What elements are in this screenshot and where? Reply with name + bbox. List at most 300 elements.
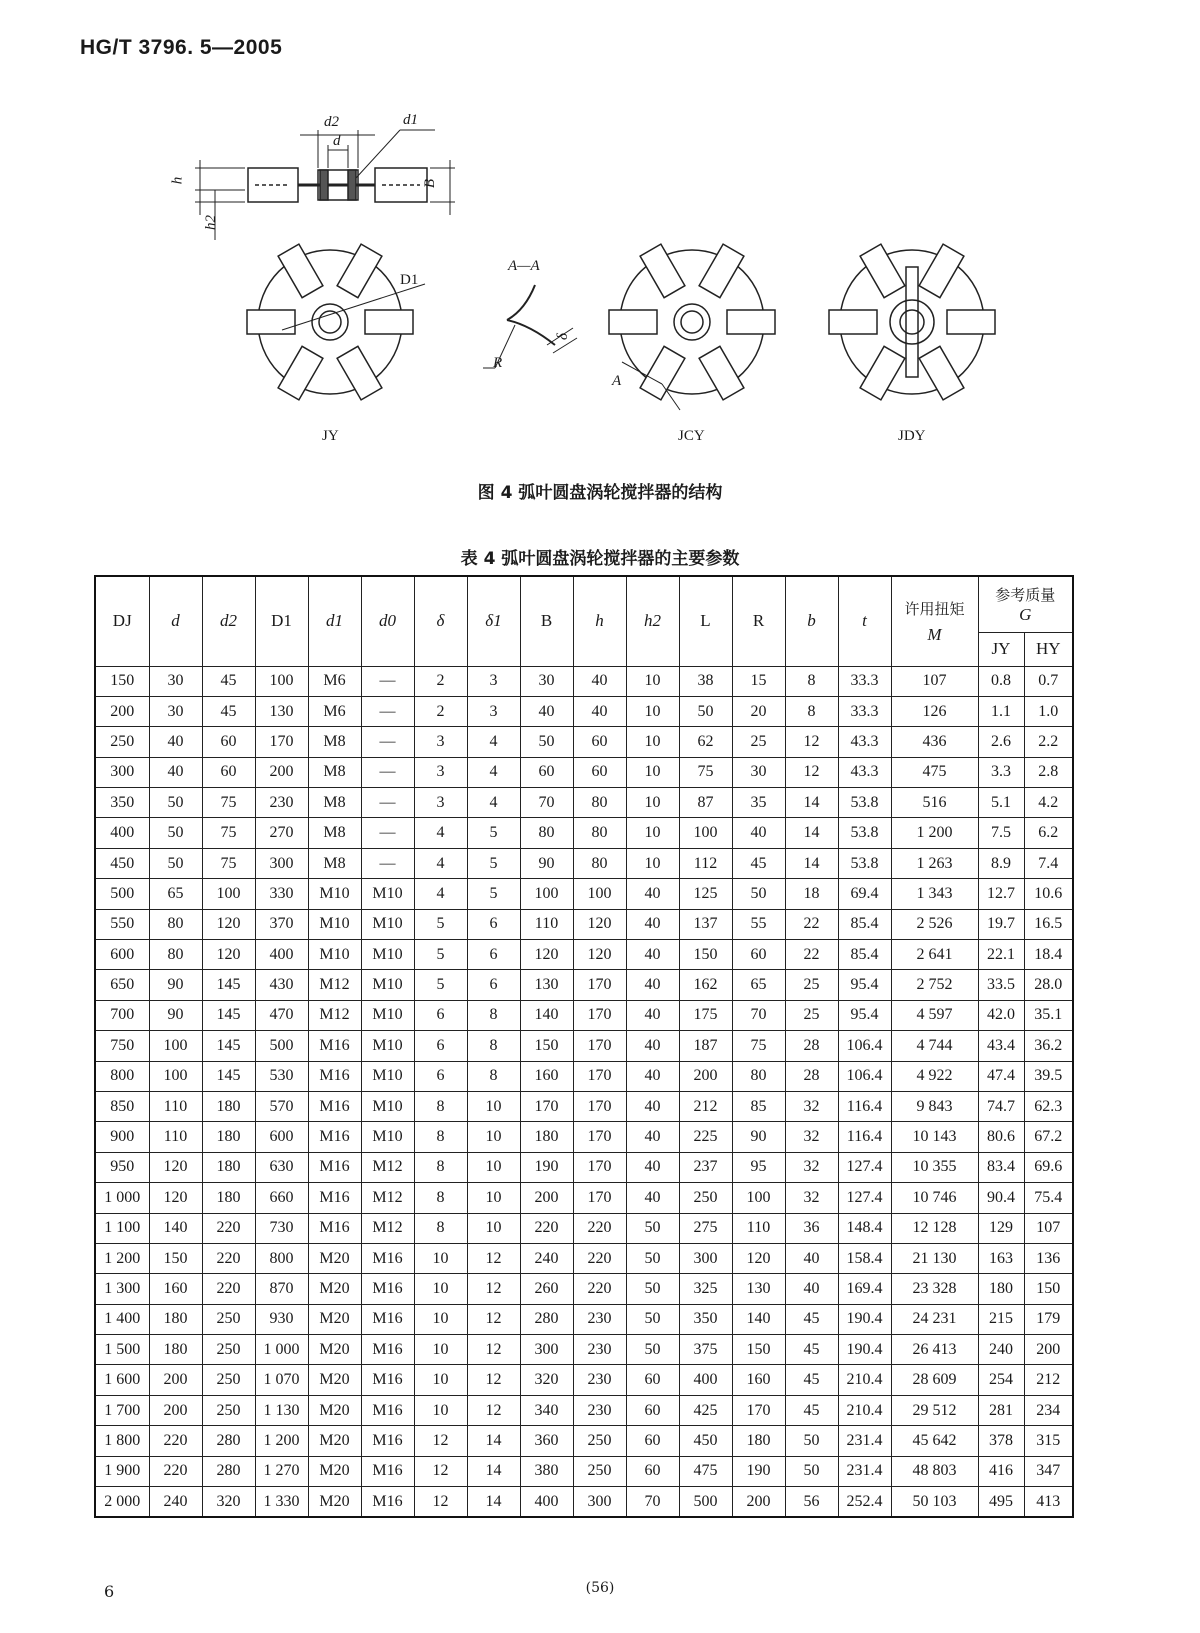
table-cell: 32 (785, 1183, 838, 1213)
table-cell: 8 (467, 1061, 520, 1091)
table-cell: 112 (679, 848, 732, 878)
table-cell: 14 (785, 788, 838, 818)
table-cell: 900 (95, 1122, 149, 1152)
table-cell: 70 (732, 1000, 785, 1030)
table-cell: 150 (1024, 1274, 1073, 1304)
table-cell: 130 (732, 1274, 785, 1304)
table-cell: 50 (785, 1426, 838, 1456)
table-row (95, 1152, 1073, 1182)
table-cell: 200 (255, 757, 308, 787)
table-cell: 160 (520, 1061, 573, 1091)
table-cell: 106.4 (838, 1031, 891, 1061)
table-cell: M20 (308, 1304, 361, 1334)
table-cell: 40 (626, 1091, 679, 1121)
table-cell: 29 512 (891, 1395, 978, 1425)
table-cell: 212 (679, 1091, 732, 1121)
table-cell: 10 (626, 666, 679, 696)
table-cell: 1 130 (255, 1395, 308, 1425)
table-cell: 3 (467, 666, 520, 696)
table-cell: 1 343 (891, 879, 978, 909)
label-h2: h2 (203, 215, 219, 230)
table-cell: 30 (732, 757, 785, 787)
table-cell: 33.3 (838, 696, 891, 726)
sheet-number: (56) (585, 1580, 615, 1596)
table-cell: 60 (202, 727, 255, 757)
table-cell: 180 (520, 1122, 573, 1152)
table-cell: 80 (149, 909, 202, 939)
table-cell: 14 (467, 1456, 520, 1486)
header-B: B (520, 576, 573, 666)
table-cell: 50 (626, 1274, 679, 1304)
table-cell: M20 (308, 1395, 361, 1425)
table-row (95, 1456, 1073, 1486)
table-cell: 10 (626, 848, 679, 878)
table-cell: 40 (573, 696, 626, 726)
table-cell: 50 (785, 1456, 838, 1486)
table-cell: 5 (467, 818, 520, 848)
table-cell: 212 (1024, 1365, 1073, 1395)
table-cell: 250 (202, 1304, 255, 1334)
table-cell: — (361, 818, 414, 848)
label-D1: D1 (400, 272, 419, 288)
table-cell: 200 (149, 1395, 202, 1425)
table-cell: M8 (308, 727, 361, 757)
table-cell: 800 (95, 1061, 149, 1091)
table-cell: 36.2 (1024, 1031, 1073, 1061)
table-cell: 5 (414, 970, 467, 1000)
table-cell: 50 103 (891, 1487, 978, 1518)
table-cell: 6 (414, 1031, 467, 1061)
table-cell: 40 (626, 940, 679, 970)
table-cell: 8 (467, 1000, 520, 1030)
table-cell: M16 (308, 1091, 361, 1121)
table-cell: 1.1 (978, 696, 1024, 726)
table-cell: 800 (255, 1243, 308, 1273)
table-cell: 19.7 (978, 909, 1024, 939)
table-cell: 230 (573, 1335, 626, 1365)
table-cell: 22 (785, 909, 838, 939)
table-cell: 10 (467, 1091, 520, 1121)
table-cell: 21 130 (891, 1243, 978, 1273)
table-cell: 80 (573, 848, 626, 878)
table-cell: 150 (149, 1243, 202, 1273)
table-cell: 30 (149, 666, 202, 696)
table-cell: 75 (679, 757, 732, 787)
table-cell: 12 (785, 727, 838, 757)
variant-jy-label: JY (322, 428, 339, 444)
table-cell: M10 (361, 970, 414, 1000)
table-cell: 12 (467, 1395, 520, 1425)
table-row (95, 1487, 1073, 1518)
table-cell: 650 (95, 970, 149, 1000)
table-cell: 107 (1024, 1213, 1073, 1243)
table-cell: 140 (149, 1213, 202, 1243)
table-cell: — (361, 666, 414, 696)
table-cell: 90 (732, 1122, 785, 1152)
header-d2: d2 (202, 576, 255, 666)
table-cell: 170 (573, 1122, 626, 1152)
table-cell: 630 (255, 1152, 308, 1182)
table-cell: M16 (308, 1152, 361, 1182)
table-cell: 60 (573, 757, 626, 787)
table-cell: 38 (679, 666, 732, 696)
table-cell: 4 (467, 757, 520, 787)
table-cell: 10 (467, 1183, 520, 1213)
table-cell: M16 (361, 1487, 414, 1518)
table-cell: 12 (467, 1274, 520, 1304)
jdy-plan-view (829, 244, 995, 400)
table-row (95, 1365, 1073, 1395)
table-row (95, 1426, 1073, 1456)
header-mass-jy: JY (978, 632, 1024, 666)
table-row (95, 1031, 1073, 1061)
table-cell: 3 (414, 788, 467, 818)
table-cell: 220 (149, 1426, 202, 1456)
table-cell: 40 (149, 757, 202, 787)
table-cell: 8 (414, 1152, 467, 1182)
label-section: A—A (508, 258, 540, 274)
table-cell: M16 (361, 1274, 414, 1304)
table-cell: 75 (202, 848, 255, 878)
table-cell: 140 (732, 1304, 785, 1334)
table-cell: M10 (361, 940, 414, 970)
table-cell: 28 (785, 1031, 838, 1061)
table-cell: 4 (467, 727, 520, 757)
table-cell: 150 (679, 940, 732, 970)
table-cell: M10 (308, 879, 361, 909)
table-cell: M12 (361, 1213, 414, 1243)
table-cell: 90.4 (978, 1183, 1024, 1213)
table-cell: 170 (573, 1061, 626, 1091)
table-cell: 36 (785, 1213, 838, 1243)
table-cell: 127.4 (838, 1183, 891, 1213)
table-cell: 90 (149, 1000, 202, 1030)
label-B: B (422, 178, 439, 189)
table-cell: 80 (573, 818, 626, 848)
table-cell: 600 (255, 1122, 308, 1152)
table-cell: 340 (520, 1395, 573, 1425)
table-cell: 190.4 (838, 1304, 891, 1334)
table-cell: 10.6 (1024, 879, 1073, 909)
table-cell: M10 (361, 1031, 414, 1061)
table-cell: 1 330 (255, 1487, 308, 1518)
table-cell: M6 (308, 696, 361, 726)
table-cell: 210.4 (838, 1395, 891, 1425)
table-cell: 12.7 (978, 879, 1024, 909)
table-cell: 80 (520, 818, 573, 848)
table-cell: 5 (414, 940, 467, 970)
table-cell: M20 (308, 1335, 361, 1365)
table-row (95, 1243, 1073, 1273)
table-cell: 225 (679, 1122, 732, 1152)
table-cell: 80 (732, 1061, 785, 1091)
table-cell: 231.4 (838, 1426, 891, 1456)
table-cell: 40 (520, 696, 573, 726)
table-cell: 430 (255, 970, 308, 1000)
table-cell: 850 (95, 1091, 149, 1121)
table-cell: 930 (255, 1304, 308, 1334)
table-cell: 210.4 (838, 1365, 891, 1395)
table-cell: 60 (520, 757, 573, 787)
table-cell: 35 (732, 788, 785, 818)
table-row (95, 1000, 1073, 1030)
table-cell: 280 (202, 1426, 255, 1456)
table-cell: — (361, 848, 414, 878)
table-cell: 237 (679, 1152, 732, 1182)
table-cell: 60 (202, 757, 255, 787)
table-cell: 160 (149, 1274, 202, 1304)
table-cell: 4 (467, 788, 520, 818)
table-cell: 25 (732, 727, 785, 757)
table-cell: 4 (414, 818, 467, 848)
table-cell: 315 (1024, 1426, 1073, 1456)
table-cell: 116.4 (838, 1122, 891, 1152)
table-cell: 700 (95, 1000, 149, 1030)
table-cell: 75 (732, 1031, 785, 1061)
variant-jcy-label: JCY (678, 428, 705, 444)
table-cell: 100 (149, 1061, 202, 1091)
table-cell: 1 200 (891, 818, 978, 848)
table-cell: 95 (732, 1152, 785, 1182)
table-cell: 1 600 (95, 1365, 149, 1395)
table-cell: 4.2 (1024, 788, 1073, 818)
table-cell: M8 (308, 818, 361, 848)
table-cell: M10 (308, 940, 361, 970)
header-d1: d1 (308, 576, 361, 666)
table-cell: 60 (626, 1456, 679, 1486)
table-cell: 45 642 (891, 1426, 978, 1456)
table-cell: 8 (414, 1183, 467, 1213)
table-cell: 179 (1024, 1304, 1073, 1334)
label-d: d (333, 133, 341, 149)
table-cell: M12 (361, 1152, 414, 1182)
table-cell: 281 (978, 1395, 1024, 1425)
table-cell: 1 070 (255, 1365, 308, 1395)
table-cell: 180 (978, 1274, 1024, 1304)
table-row (95, 1304, 1073, 1334)
table-cell: 190 (732, 1456, 785, 1486)
table-cell: 12 (467, 1304, 520, 1334)
table-cell: 100 (255, 666, 308, 696)
table-cell: 14 (467, 1426, 520, 1456)
table-cell: 500 (95, 879, 149, 909)
table-cell: 24 231 (891, 1304, 978, 1334)
table-cell: 60 (626, 1426, 679, 1456)
table-cell: 12 (414, 1426, 467, 1456)
table-cell: 50 (149, 788, 202, 818)
table-cell: 74.7 (978, 1091, 1024, 1121)
table-cell: 18.4 (1024, 940, 1073, 970)
table-cell: 45 (202, 696, 255, 726)
label-delta: δ (554, 333, 571, 340)
table-cell: 169.4 (838, 1274, 891, 1304)
table-cell: 45 (785, 1304, 838, 1334)
table-cell: — (361, 757, 414, 787)
table-cell: 2 (414, 696, 467, 726)
table-cell: 425 (679, 1395, 732, 1425)
table-cell: 0.7 (1024, 666, 1073, 696)
table-cell: 1 300 (95, 1274, 149, 1304)
table-cell: M16 (361, 1243, 414, 1273)
table-cell: 40 (785, 1274, 838, 1304)
table-cell: 7.4 (1024, 848, 1073, 878)
table-cell: 56 (785, 1487, 838, 1518)
table-cell: 5 (414, 909, 467, 939)
table-cell: 1.0 (1024, 696, 1073, 726)
table-cell: 120 (573, 909, 626, 939)
table-cell: 120 (520, 940, 573, 970)
table-cell: 110 (732, 1213, 785, 1243)
structure-drawing (0, 0, 1200, 470)
table-cell: 170 (573, 1091, 626, 1121)
table-cell: 300 (255, 848, 308, 878)
table-cell: 95.4 (838, 970, 891, 1000)
standard-number: HG/T 3796. 5—2005 (80, 36, 283, 59)
table-cell: 1 200 (95, 1243, 149, 1273)
table-cell: 750 (95, 1031, 149, 1061)
table-cell: 2.8 (1024, 757, 1073, 787)
table-cell: 3 (414, 757, 467, 787)
table-cell: M10 (361, 1122, 414, 1152)
table-cell: 170 (255, 727, 308, 757)
table-cell: M20 (308, 1426, 361, 1456)
table-cell: 660 (255, 1183, 308, 1213)
header-b: b (785, 576, 838, 666)
table-cell: 600 (95, 940, 149, 970)
table-cell: 40 (573, 666, 626, 696)
table-cell: 180 (202, 1091, 255, 1121)
table-cell: 180 (202, 1122, 255, 1152)
table-cell: 100 (520, 879, 573, 909)
table-cell: 125 (679, 879, 732, 909)
table-cell: 1 400 (95, 1304, 149, 1334)
table-cell: 10 (414, 1365, 467, 1395)
table-cell: 2.6 (978, 727, 1024, 757)
table-cell: M10 (361, 909, 414, 939)
table-cell: 4 922 (891, 1061, 978, 1091)
table-cell: 40 (626, 1122, 679, 1152)
table-cell: 250 (202, 1395, 255, 1425)
table-cell: 65 (732, 970, 785, 1000)
table-cell: 40 (785, 1243, 838, 1273)
table-cell: 127.4 (838, 1152, 891, 1182)
table-cell: — (361, 788, 414, 818)
table-cell: 22.1 (978, 940, 1024, 970)
table-cell: 136 (1024, 1243, 1073, 1273)
table-cell: 200 (149, 1365, 202, 1395)
table-cell: 1 800 (95, 1426, 149, 1456)
table-cell: 300 (679, 1243, 732, 1273)
table-cell: 370 (255, 909, 308, 939)
header-h2: h2 (626, 576, 679, 666)
table-cell: 0.8 (978, 666, 1024, 696)
table-cell: M6 (308, 666, 361, 696)
label-h: h (169, 176, 186, 185)
table-cell: 240 (978, 1335, 1024, 1365)
table-cell: M16 (361, 1335, 414, 1365)
table-cell: 130 (255, 696, 308, 726)
table-cell: M10 (361, 1091, 414, 1121)
table-cell: 200 (1024, 1335, 1073, 1365)
table-cell: 254 (978, 1365, 1024, 1395)
table-cell: 275 (679, 1213, 732, 1243)
table-cell: M12 (361, 1183, 414, 1213)
table-cell: 500 (255, 1031, 308, 1061)
table-cell: 10 (467, 1122, 520, 1152)
table-cell: 50 (520, 727, 573, 757)
header-DJ: DJ (95, 576, 149, 666)
table-cell: 4 (414, 879, 467, 909)
table-cell: 10 143 (891, 1122, 978, 1152)
table-cell: 500 (679, 1487, 732, 1518)
table-cell: 2 (414, 666, 467, 696)
parameters-table (94, 575, 1074, 1518)
table-cell: 190 (520, 1152, 573, 1182)
table-cell: 25 (785, 970, 838, 1000)
table-cell: 40 (149, 727, 202, 757)
table-cell: 240 (149, 1487, 202, 1518)
table-cell: 32 (785, 1122, 838, 1152)
table-cell: M20 (308, 1365, 361, 1395)
table-cell: 350 (679, 1304, 732, 1334)
table-cell: 231.4 (838, 1456, 891, 1486)
table-cell: 6.2 (1024, 818, 1073, 848)
table-cell: 32 (785, 1091, 838, 1121)
table-cell: 10 (626, 818, 679, 848)
table-cell: 300 (573, 1487, 626, 1518)
table-cell: 300 (520, 1335, 573, 1365)
table-cell: 380 (520, 1456, 573, 1486)
table-cell: 69.4 (838, 879, 891, 909)
table-cell: 10 (467, 1152, 520, 1182)
table-cell: 10 (626, 727, 679, 757)
table-cell: 45 (785, 1395, 838, 1425)
table-cell: 6 (467, 909, 520, 939)
table-cell: 8 (785, 666, 838, 696)
table-cell: M20 (308, 1487, 361, 1518)
table-cell: 300 (95, 757, 149, 787)
table-cell: 14 (467, 1487, 520, 1518)
table-cell: 70 (626, 1487, 679, 1518)
table-cell: 39.5 (1024, 1061, 1073, 1091)
table-cell: 140 (520, 1000, 573, 1030)
table-cell: 160 (732, 1365, 785, 1395)
table-cell: 43.3 (838, 727, 891, 757)
table-cell: M20 (308, 1274, 361, 1304)
table-cell: 360 (520, 1426, 573, 1456)
table-cell: 83.4 (978, 1152, 1024, 1182)
header-delta1: δ1 (467, 576, 520, 666)
table-cell: 60 (626, 1395, 679, 1425)
table-cell: 180 (202, 1183, 255, 1213)
table-cell: M16 (308, 1213, 361, 1243)
table-cell: 8 (785, 696, 838, 726)
table-cell: 450 (679, 1426, 732, 1456)
table-cell: 100 (202, 879, 255, 909)
table-cell: 1 700 (95, 1395, 149, 1425)
table-cell: 25 (785, 1000, 838, 1030)
table-cell: 240 (520, 1243, 573, 1273)
table-cell: 170 (573, 1031, 626, 1061)
table-cell: 234 (1024, 1395, 1073, 1425)
table-cell: 145 (202, 1000, 255, 1030)
table-cell: 35.1 (1024, 1000, 1073, 1030)
table-cell: 95.4 (838, 1000, 891, 1030)
table-row (95, 666, 1073, 696)
table-cell: 6 (414, 1061, 467, 1091)
table-row (95, 1183, 1073, 1213)
table-cell: 62.3 (1024, 1091, 1073, 1121)
